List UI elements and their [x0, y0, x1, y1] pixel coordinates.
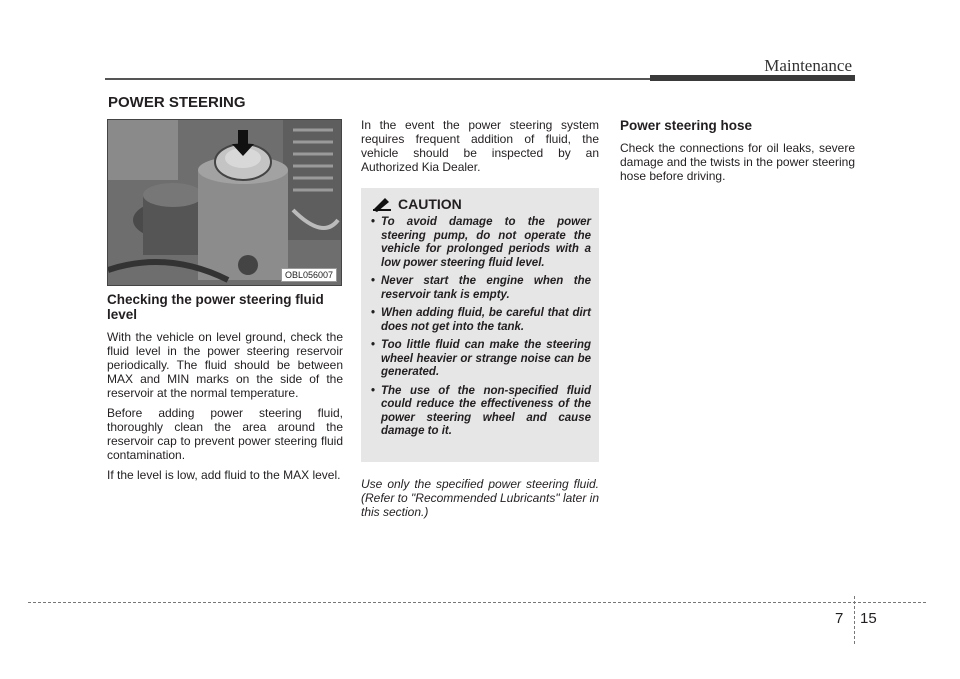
engine-bay-illustration — [108, 120, 342, 286]
hose-heading: Power steering hose — [620, 118, 753, 133]
fluid-add-paragraph: If the level is low, add fluid to the MAX level. — [107, 468, 341, 482]
middle-column — [361, 118, 599, 180]
caution-box — [361, 188, 599, 462]
pencil-icon — [371, 196, 393, 212]
inspection-paragraph: In the event the power steering system requires frequent addition of fluid, the vehicle should be inspected by an Authorized Kia Dealer. — [361, 118, 599, 174]
caution-item: • When adding fluid, be careful that dirt does not get into the tank. — [371, 307, 591, 334]
footer-rule — [28, 602, 926, 603]
page-title: POWER STEERING — [108, 94, 246, 111]
lubricant-note: Use only the specified power steering fluid. (Refer to "Recommended Lubricants" later in this section.) — [361, 477, 599, 519]
figure-code: OBL056007 — [281, 268, 337, 282]
reservoir-photo — [107, 119, 342, 286]
page-number: 15 — [860, 610, 877, 627]
hose-paragraph: Check the connections for oil leaks, severe damage and the twists in the power steering hose before driving. — [620, 141, 855, 183]
caution-item: • To avoid damage to the power steering pump, do not operate the vehicle for prolonged periods with a low power steering fluid level. — [371, 216, 591, 270]
header-rule-accent — [650, 75, 855, 81]
header-rule — [105, 78, 650, 80]
caution-list — [371, 216, 591, 439]
left-column — [107, 292, 343, 488]
fluid-clean-paragraph: Before adding power steering fluid, thoroughly clean the area around the reservoir cap to prevent power steering fluid contamination. — [107, 406, 343, 462]
chapter-number: 7 — [835, 610, 844, 627]
fluid-level-paragraph: With the vehicle on level ground, check the fluid level in the power steering reservoir periodically. The fluid should be between MAX and MIN marks on the side of the reservoir at the normal temperature. — [107, 330, 343, 400]
right-column — [620, 118, 855, 189]
caution-item: • Never start the engine when the reservoir tank is empty. — [371, 275, 591, 302]
caution-title: CAUTION — [398, 196, 462, 212]
running-header: Maintenance — [764, 56, 852, 75]
caution-item: • Too little fluid can make the steering wheel heavier or strange noise can be generated. — [371, 339, 591, 380]
fluid-level-heading: Checking the power steering fluid level — [107, 292, 324, 322]
caution-item: • The use of the non-specified fluid could reduce the effectiveness of the power steering wheel and cause damage to it. — [371, 385, 591, 439]
footer-divider — [854, 596, 855, 644]
